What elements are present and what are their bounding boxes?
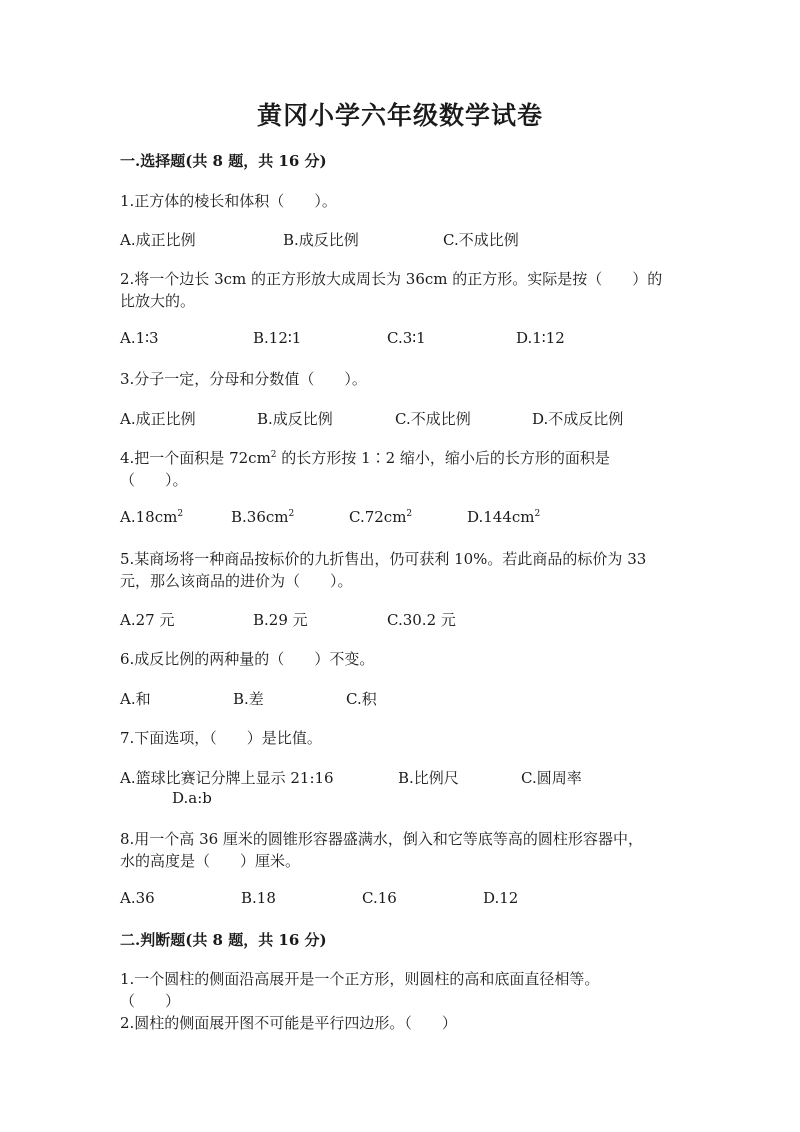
q3-option-a: A.成正比例 <box>120 410 196 428</box>
q6-option-a: A.和 <box>120 690 151 708</box>
question-8-line-1: 8.用一个高 36 厘米的圆锥形容器盛满水，倒入和它等底等高的圆柱形容器中， <box>120 830 643 848</box>
q4-option-a-text: A.18cm <box>120 508 178 526</box>
q4-option-d-sup: 2 <box>534 509 541 519</box>
question-2-line-1: 2.将一个边长 3cm 的正方形放大成周长为 36cm 的正方形。实际是按（ ）的 <box>120 270 663 288</box>
question-3: 3.分子一定，分母和分数值（ ）。 <box>120 370 367 388</box>
q2-option-b: B.12∶1 <box>253 329 302 347</box>
page-title: 黄冈小学六年级数学试卷 <box>256 101 543 130</box>
q3-option-c: C.不成比例 <box>395 410 471 428</box>
q2-option-a: A.1∶3 <box>120 329 159 347</box>
q5-option-b: B.29 元 <box>253 611 308 629</box>
q5-option-c: C.30.2 元 <box>387 611 456 629</box>
question-5-line-2: 元，那么该商品的进价为（ ）。 <box>120 572 353 590</box>
q7-option-c: C.圆周率 <box>521 769 582 787</box>
q4-option-a-sup: 2 <box>177 509 184 519</box>
q8-option-b: B.18 <box>241 889 276 907</box>
q3-option-b: B.成反比例 <box>257 410 333 428</box>
question-4-line-2: （ ）。 <box>120 471 188 489</box>
q4-option-d-text: D.144cm <box>467 508 535 526</box>
question-4-line-1 <box>120 447 610 468</box>
judge-1-line-1: 1.一个圆柱的侧面沿高展开是一个正方形，则圆柱的高和底面直径相等。 <box>120 970 600 988</box>
question-8-line-2: 水的高度是（ ）厘米。 <box>120 852 301 870</box>
q8-option-d: D.12 <box>483 889 519 907</box>
q3-option-d: D.不成反比例 <box>532 410 624 428</box>
question-2-line-2: 比放大的。 <box>120 292 196 310</box>
q8-option-c: C.16 <box>362 889 397 907</box>
q7-option-b: B.比例尺 <box>398 769 459 787</box>
q7-option-d: D.a:b <box>172 789 212 807</box>
q2-option-c: C.3∶1 <box>387 329 426 347</box>
q4-option-b <box>231 508 294 526</box>
judge-1-line-2: （ ） <box>120 992 181 1010</box>
q4-option-c-sup: 2 <box>406 509 413 519</box>
q7-option-a: A.篮球比赛记分牌上显示 21:16 <box>120 769 334 787</box>
q1-option-a: A.成正比例 <box>120 231 196 249</box>
q8-option-a: A.36 <box>120 889 155 907</box>
q4-option-b-sup: 2 <box>288 509 295 519</box>
q1-option-c: C.不成比例 <box>443 231 519 249</box>
q6-option-c: C.积 <box>346 690 377 708</box>
judge-2: 2.圆柱的侧面展开图不可能是平行四边形。（ ） <box>120 1014 457 1032</box>
q4-option-b-text: B.36cm <box>231 508 289 526</box>
q4-superscript: 2 <box>270 450 277 460</box>
q4-option-a <box>120 508 183 526</box>
question-5-line-1: 5.某商场将一种商品按标价的九折售出，仍可获利 10%。若此商品的标价为 33 <box>120 550 647 568</box>
question-1: 1.正方体的棱长和体积（ ）。 <box>120 192 337 210</box>
q2-option-d: D.1∶12 <box>516 329 565 347</box>
question-7: 7.下面选项，（ ）是比值。 <box>120 729 322 747</box>
q6-option-b: B.差 <box>233 690 264 708</box>
q1-option-b: B.成反比例 <box>283 231 359 249</box>
q4-option-c-text: C.72cm <box>349 508 407 526</box>
q4-text-b: 的长方形按 1∶2 缩小，缩小后的长方形的面积是 <box>276 449 610 467</box>
q4-text-a: 4.把一个面积是 72cm <box>120 449 271 467</box>
q4-option-d <box>467 508 540 526</box>
section-heading-choice: 一.选择题(共 8 题，共 16 分) <box>120 152 327 170</box>
question-6: 6.成反比例的两种量的（ ）不变。 <box>120 650 375 668</box>
q5-option-a: A.27 元 <box>120 611 175 629</box>
q4-option-c <box>349 508 412 526</box>
section-heading-judge: 二.判断题(共 8 题，共 16 分) <box>120 931 327 949</box>
